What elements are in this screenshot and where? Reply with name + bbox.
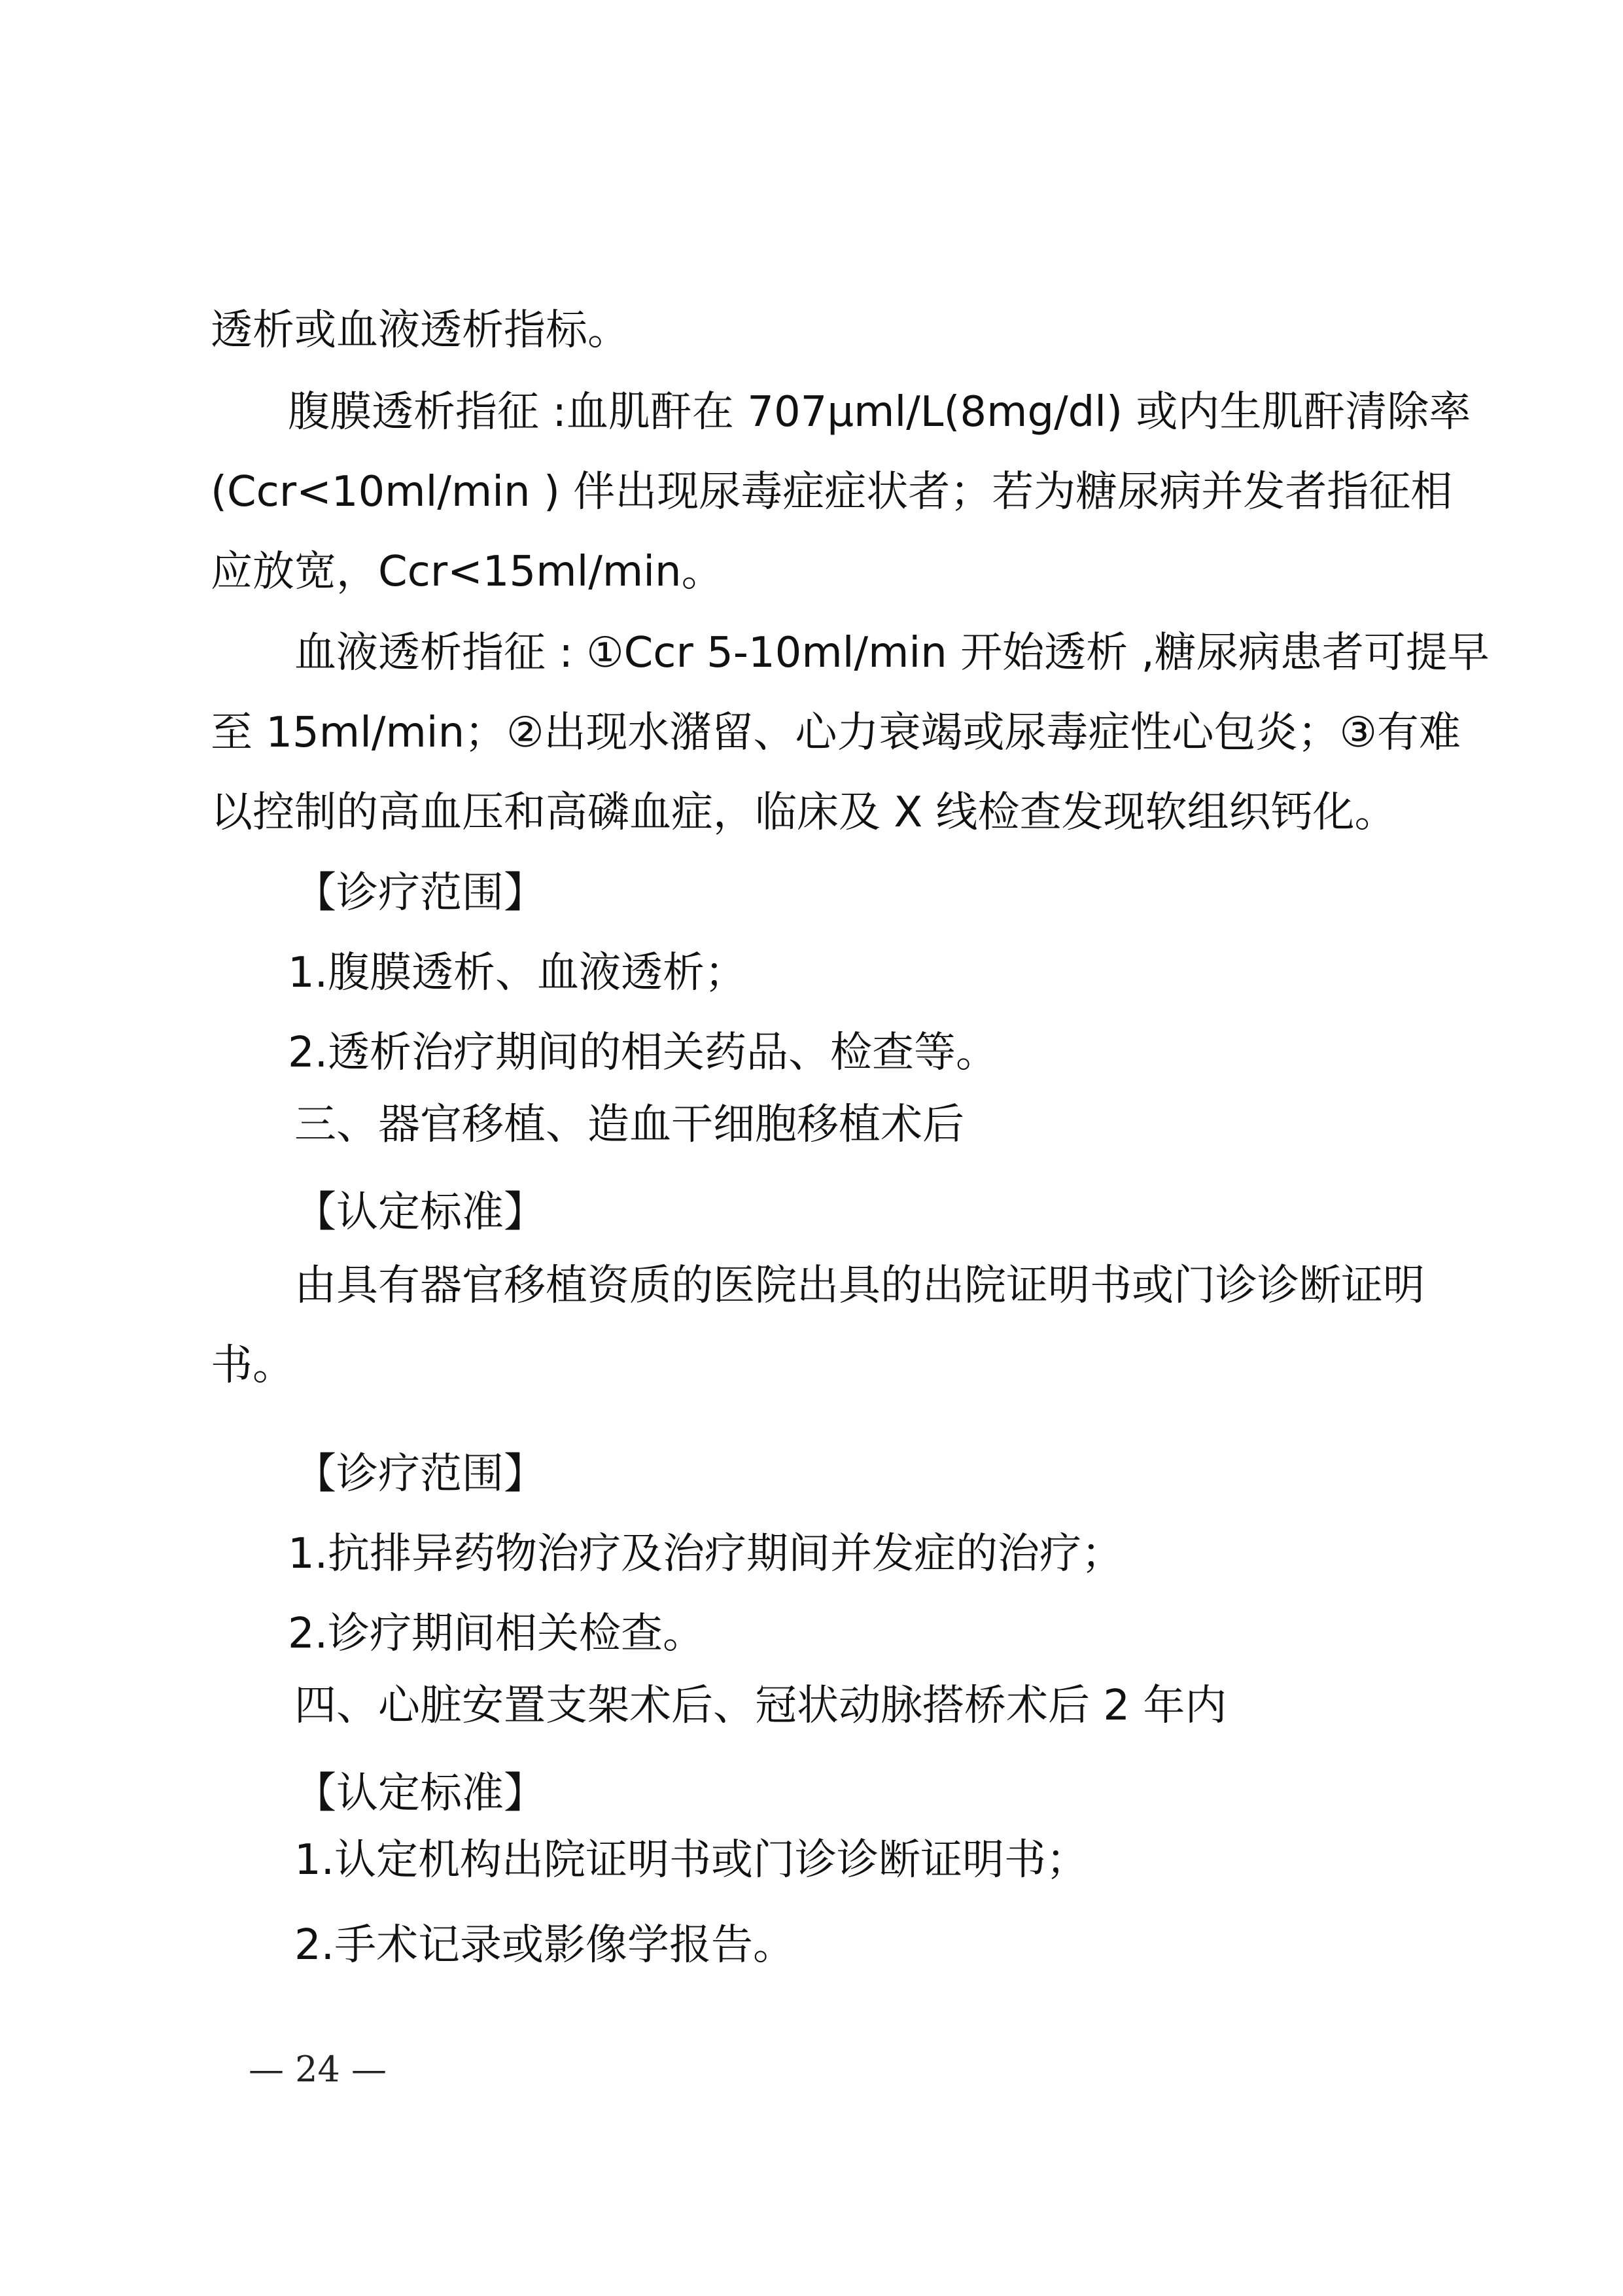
list-item: 1.认定机构出院证明书或门诊诊断证明书； xyxy=(294,1836,1089,1884)
page-number: — 24 — xyxy=(249,2049,387,2090)
paragraph-line: 由具有器官移植资质的医院出具的出院证明书或门诊诊断证明 xyxy=(294,1262,1425,1310)
section-title: 三、器官移植、造血干细胞移植术后 xyxy=(294,1101,964,1149)
paragraph-line: (Ccr<10ml/min ) 伴出现尿毒症症状者；若为糖尿病并发者指征相 xyxy=(211,468,1453,516)
list-item: 2.手术记录或影像学报告。 xyxy=(294,1921,795,1969)
list-item: 1.抗排异药物治疗及治疗期间并发症的治疗； xyxy=(288,1530,1124,1578)
paragraph-line: 以控制的高血压和高磷血症，临床及 X 线检查发现软组织钙化。 xyxy=(211,788,1397,837)
paragraph-line: 透析或血液透析指标。 xyxy=(211,306,629,355)
paragraph-line: 腹膜透析指征 :血肌酐在 707μml/L(8mg/dl) 或内生肌酐清除率 xyxy=(288,388,1471,436)
paragraph-line: 血液透析指征 : ①Ccr 5-10ml/min 开始透析 ,糖尿病患者可提早 xyxy=(294,629,1490,677)
paragraph-line: 书。 xyxy=(211,1341,294,1390)
section-heading: 【诊疗范围】 xyxy=(294,1450,546,1498)
section-heading: 【认定标准】 xyxy=(294,1188,546,1237)
section-title: 四、心脏安置支架术后、冠状动脉搭桥术后 2 年内 xyxy=(294,1682,1227,1730)
list-item: 2.透析治疗期间的相关药品、检查等。 xyxy=(288,1029,998,1077)
section-heading: 【诊疗范围】 xyxy=(294,869,546,917)
section-heading: 【认定标准】 xyxy=(294,1769,546,1818)
list-item: 1.腹膜透析、血液透析； xyxy=(288,949,747,997)
paragraph-line: 至 15ml/min；②出现水潴留、心力衰竭或尿毒症性心包炎；③有难 xyxy=(211,709,1461,757)
list-item: 2.诊疗期间相关检查。 xyxy=(288,1610,705,1658)
paragraph-line: 应放宽，Ccr<15ml/min。 xyxy=(211,548,724,596)
